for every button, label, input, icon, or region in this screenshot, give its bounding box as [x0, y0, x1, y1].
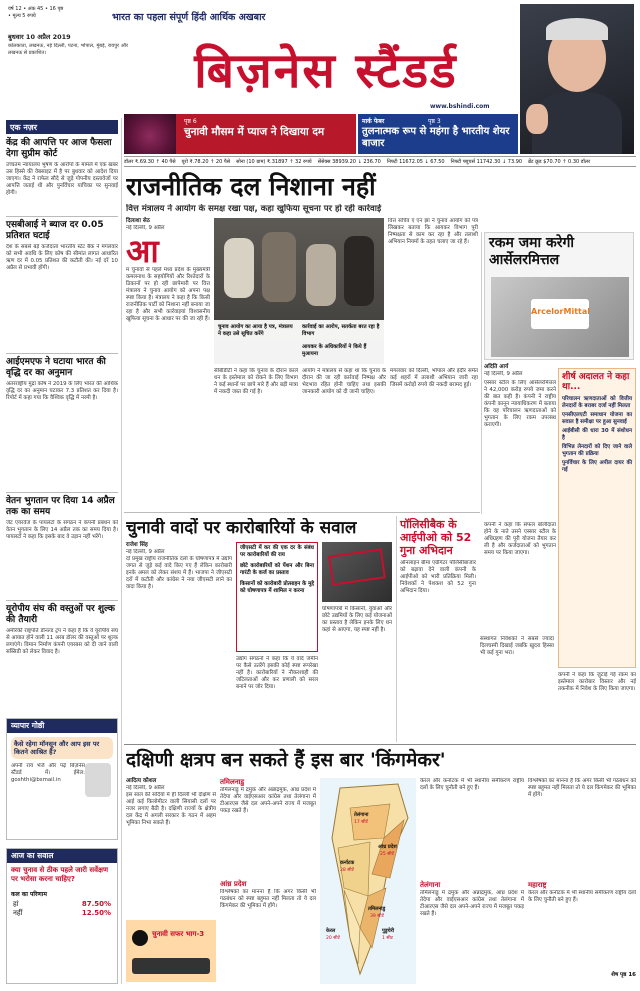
arcelor-dateline: नई दिल्ली, 9 अप्रैल — [484, 371, 523, 377]
ballot-icon — [132, 930, 148, 946]
marc-faber-photo — [520, 4, 634, 154]
poll-result-label: कल का परिणाम — [11, 891, 47, 898]
website[interactable]: www.bshindi.com — [430, 103, 490, 110]
south-col-1 — [126, 778, 216, 912]
lead-body-1: म चुनावों से पहले मध्य प्रदेश के मुख्यमंत्री कमलनाथ के सहयोगियों और रिश्तेदारों के ठिकानों पर हो रही छापेमारी पर वित्त मंत्रालय ने चुनाव आयोग को अपना पक्ष स्पष्ट किया है। मंत्रालय ने कहा है कि किसी राजनीतिक पार्टी को निशाना नहीं बनाया जा रहा है और सभी कार्रवाइयां विश्वसनीय खुफिया सूचना के आधार पर की जा रही हैं। — [126, 267, 210, 322]
brief-title: वेतन भुगतान पर दिया 14 अप्रैल तक का समय — [6, 496, 115, 517]
map-label-tamilnadu: तमिलनाडु — [368, 906, 386, 912]
arcelor-points-box — [558, 368, 636, 668]
south-sub-maharashtra: महाराष्ट्र — [528, 881, 547, 889]
south-byline: आदित्य कौशल — [126, 778, 157, 784]
south-india-map — [320, 778, 416, 984]
election-series-badge — [126, 920, 216, 982]
issue-date: बुधवार 10 अप्रैल 2019 — [8, 33, 71, 41]
map-seats-andhra: 25 सीटें — [380, 852, 394, 857]
map-label-karnataka: कर्नाटक — [340, 860, 355, 866]
ticker-nifty: निफ्टी 11672.05 ↓ 67.50 — [386, 158, 445, 165]
map-label-andhra: आंध्र प्रदेश — [378, 844, 397, 850]
arcelor-point-1: परिचालन ऋणदाताओं को वित्तीय लेनदारों के बराबर दर्जा नहीं मिलता — [562, 396, 632, 409]
political-body-3: घोषणापत्रों में किसानों, युवाओं और छोटे उद्यमियों के लिए कई योजनाओं का प्रस्ताव है लेकिन इनके लिए धन कहां से आएगा, यह स्पष्ट नहीं है। — [322, 606, 392, 633]
teaser-faber-page: पृष्ठ 3 — [428, 118, 441, 125]
lead-dateline: नई दिल्ली, 9 अप्रैल — [126, 225, 165, 231]
map-seats-kerala: 20 सीटें — [326, 936, 340, 941]
issue-line: वर्ष 12 • अंक 45 • 16 पृष्ठ — [8, 6, 64, 12]
ticker-nifty-futures: निफ्टी फ्यूचर्स 11742.30 ↓ 73.90 — [450, 158, 523, 165]
lead-body-2: वित्त सचिव ए एन झा ने चुनाव आयोग को पत्र लिखकर बताया कि आयकर विभाग पूरी निष्पक्षता से काम कर रहा है और तलाशी अभियान नियमों के तहत चलाए जा रहे हैं। — [388, 218, 478, 245]
map-seats-telangana: 17 सीटें — [354, 820, 368, 825]
poll-question: क्या चुनाव से ठीक पहले जारी सर्वेक्षण पर भरोसा करना चाहिए? — [11, 866, 109, 883]
arcelor-header-box[interactable] — [484, 232, 634, 360]
officer-figure — [262, 232, 296, 302]
person-icon — [85, 763, 111, 797]
ipo-body-2: संस्थागत निवेशकों ने सबसे ज्यादा दिलचस्पी दिखाई जबकि खुदरा हिस्सा भी कई गुना भरा। — [480, 636, 554, 656]
logo-text: बिज़नेस स्टैंडर्ड — [194, 42, 458, 99]
teaser-onion[interactable] — [124, 114, 356, 154]
south-sub-telangana: तेलंगाना — [420, 881, 441, 889]
south-body-1: इस साल की सर्दियों में ही दिल्ली भी दक्षिण से आई कई किलोमीटर वाली सियासी दलों पर नजर लगाए बैठी है। दक्षिणी राज्यों के क्षेत्रीय दल केंद्र में अगली सरकार के गठन में अहम भूमिका निभा सकते हैं। — [126, 792, 216, 826]
poll-yes-value: 87.50% — [81, 900, 111, 908]
hair-shape — [546, 18, 608, 40]
photo-captions — [214, 320, 384, 364]
political-bullet-3: किसानों को कारोबारी प्रोत्साहन के मुद्दे को घोषणापत्र में शामिल न करना — [240, 581, 314, 594]
political-headline[interactable]: चुनावी वादों पर कारोबारियों के सवाल — [126, 518, 357, 538]
brief-sbi[interactable] — [6, 220, 118, 349]
map-seats-karnataka: 28 सीटें — [340, 868, 354, 873]
caption-2: कार्रवाई का आरोप, सतर्कता बरत रहा है विभाग — [302, 324, 380, 337]
lead-subhead: वित्त मंत्रालय ने आयोग के समक्ष रखा पक्ष, कहा खुफिया सूचना पर हो रही कार्रवाई — [126, 204, 382, 214]
caption-1: चुनाव आयोग का आया है पत्र, मंत्रालय ने कहा उसे सूचित करेंगे — [218, 324, 293, 337]
lead-photo — [214, 218, 384, 364]
steel-plant-photo — [491, 277, 629, 357]
market-ticker — [124, 156, 636, 167]
map-seats-tamilnadu: 39 सीटें — [370, 914, 384, 919]
teaser-faber[interactable] — [358, 114, 518, 154]
ipo-body: ऑनलाइन बीमा एग्रीगेटर पॉलिसीबाजार को बढ़ावा देने वाली कंपनी के आईपीओ को भारी प्रतिक्रिया मिली। निवेशकों ने पेशकश को 52 गुना अभिदान दिया। — [400, 560, 476, 594]
south-dateline: नई दिल्ली, 9 अप्रैल — [126, 785, 165, 791]
south-body-5b: केरल और कर्नाटक में भी स्थानीय समीकरण राष्ट्रीय दलों के लिए चुनौती बने हुए हैं। — [528, 890, 636, 903]
ipo-body-3: कंपनी ने कहा कि जुटाई गई रकम का इस्तेमाल कारोबार विस्तार और नई तकनीक में निवेश के लिए किया जाएगा। — [558, 672, 636, 692]
shop-sign-shape — [328, 548, 386, 585]
arcelor-body-2: कंपनी ने कहा कि सफल बोलीदाता होने के नाते उसने एस्सार स्टील के अधिग्रहण की पूरी योजना तैयार कर ली है और कर्जदाताओं को भुगतान समय पर किया जाएगा। — [484, 522, 556, 556]
arcelor-logo: ArcelorMittal — [531, 299, 589, 329]
south-col-4 — [420, 778, 524, 980]
caption-3: आयकर के अधिकारियों ने किये हैं मुआयना — [302, 344, 367, 357]
arcelor-point-2: एनसीएलएटी समाधान योजना का सवाल है समीक्षा पर हुआ सुनवाई — [562, 412, 632, 425]
publication-cities: कोलकाता, लखनऊ, नई दिल्ली, पटना, भोपाल, मुंबई, रायपुर और लखनऊ से प्रकाशित। — [8, 43, 128, 56]
south-body-4b: तमिलनाडु में द्रमुक और अन्नाद्रमुक, आंध्र प्रदेश में तेदेपा और वाईएसआर कांग्रेस तथा तेलंगाना में टीआरएस जैसे दल अपने-अपने राज्य में मजबूत पकड़ रखते हैं। — [420, 890, 524, 917]
map-seats-puducherry: 1 सीट — [382, 936, 393, 941]
political-photo — [322, 542, 392, 602]
lead-col-1 — [126, 218, 210, 412]
south-col-2 — [220, 778, 316, 979]
brief-eu-tariff[interactable] — [6, 604, 118, 714]
price: • मूल्य 5 रुपये — [8, 13, 36, 19]
south-sub-ap: आंध्र प्रदेश — [220, 880, 247, 888]
south-body-2: तमिलनाडु में द्रमुक और अन्नाद्रमुक, आंध्र प्रदेश में तेदेपा और वाईएसआर कांग्रेस तथा तेलंगाना में टीआरएस जैसे दल अपने-अपने राज्य में मजबूत पकड़ रखते हैं। — [220, 787, 316, 814]
officer-figure — [344, 236, 374, 306]
teaser-onion-page: पृष्ठ 6 — [184, 118, 197, 125]
brief-title: आईएमएफ ने घटाया भारत की वृद्धि दर का अनुमान — [6, 357, 106, 378]
ticker-brent: ब्रेंट क्रूड $70.70 ↑ 0.30 डॉलर — [528, 158, 591, 165]
ticker-gold: सोना (10 ग्राम) ₹.31897 ↑ 32 रुपये — [236, 158, 312, 165]
onion-icon — [124, 114, 176, 154]
arcelor-point-3: आईबीसी की धारा 30 में संशोधन है — [562, 428, 632, 441]
brief-body: देश के सबसे बड़े कर्जदाता भारतीय स्टेट बैंक ने मंगलवार को सभी अवधि के लिए कोष की सीमांत लागत आधारित ऋण दर में 0.05 प्रतिशत की कटौती की। नई दरें 10 अप्रैल से प्रभावी होंगी। — [6, 244, 118, 271]
ticker-sensex: सेंसेक्स 38939.20 ↓ 236.70 — [317, 158, 381, 165]
south-body-3: विश्लेषकों का मानना है कि अगर किसी भी गठबंधन को स्पष्ट बहुमत नहीं मिलता तो ये दल किंगमेकर की भूमिका में होंगे। — [220, 889, 316, 909]
political-bullet-2: छोटे कारोबारियों को पेंशन और बिना गारंटी के कर्ज का प्रस्ताव — [240, 563, 314, 576]
map-label-puducherry: पुडुचेरी — [382, 928, 395, 934]
lead-body-3: सीबीडीटी ने कहा कि चुनाव के दौरान काले धन के इस्तेमाल को रोकने के लिए विभाग ने कई स्थानों पर छापे मारे हैं और बड़ी मात्रा में नकदी जब्त की गई है। — [214, 368, 298, 395]
lead-drop-cap: आ — [126, 232, 159, 270]
lead-headline[interactable]: राजनीतिक दल निशाना नहीं — [126, 172, 376, 201]
arcelor-body: एस्सार स्टील के लिए आर्सेलरमित्तल ने 42,000 करोड़ रुपये जमा करने की बात कही है। कंपनी ने राष्ट्रीय कंपनी कानून न्यायाधिकरण में बताया कि वह परिचालन ऋणदाताओं को भुगतान के लिए रकम उपलब्ध कराएगी। — [484, 380, 556, 428]
vyapar-title: व्यापार गोष्ठी — [7, 719, 117, 733]
tagline: भारत का पहला संपूर्ण हिंदी आर्थिक अखबार — [112, 12, 266, 23]
political-bullets-box — [236, 542, 318, 652]
ipo-headline[interactable]: पॉलिसीबैक के आईपीओ को 52 गुना अभिदान — [400, 518, 472, 557]
poll-no-label: नहीं — [13, 909, 23, 917]
map-label-kerala: केरल — [326, 928, 336, 934]
brief-supreme-court[interactable] — [6, 138, 118, 215]
lead-body-5: मंगलवार को दिल्ली, भोपाल और इंदौर समेत कई शहरों में तलाशी अभियान जारी रहा जिसमें करोड़ों रुपये की नकदी बरामद हुई। — [390, 368, 478, 388]
teaser-faber-kicker: मार्क फेबर — [362, 118, 385, 125]
train-icon — [132, 958, 210, 974]
vyapar-question: कैसे रहेगा मॉनसून और आप इस पर कितने आश्रित हैं? — [11, 737, 113, 759]
brief-imf[interactable] — [6, 357, 118, 479]
arcelor-byline: अदिति आर्य — [484, 364, 509, 370]
brief-jet-salary[interactable] — [6, 496, 118, 598]
map-label-telangana: तेलंगाना — [354, 812, 369, 818]
poll-no-value: 12.50% — [81, 909, 111, 917]
south-body-5: विश्लेषकों का मानना है कि अगर किसी भी गठबंधन को स्पष्ट बहुमत नहीं मिलता तो ये दल किंगमेकर की भूमिका में होंगे। — [528, 778, 636, 798]
logo[interactable] — [140, 36, 512, 102]
sidebar-section-label: एक नज़र — [6, 120, 118, 134]
vyapar-body: अपनी राय भेजें और पढ़ें बिज़नेस स्टैंडर्ड में। ईमेल: goshthi@bsmail.in — [11, 763, 85, 783]
south-sub-tn: तमिलनाडु — [220, 778, 245, 786]
hand-shape — [526, 104, 548, 134]
poll-yes-row — [13, 900, 111, 909]
brief-title: एसबीआई ने ब्याज दर 0.05 प्रतिशत घटाई — [6, 220, 104, 241]
brief-body: उच्चतम न्यायालय भूषण के आरोपों के मामले में एक खबर उस हिस्से की वेबसाइट में है पर बुधवार को आदेश दिया जाएगा। केंद्र ने राफेल सौदे से जुड़े गोपनीय दस्तावेजों पर आपत्ति जताई थी और पुनर्विचार याचिका पर सुनवाई होगी। — [6, 162, 118, 196]
teaser-onion-title: चुनावी मौसम में प्याज ने दिखाया दम — [184, 126, 325, 138]
political-byline: राजेश सिंह — [126, 542, 148, 548]
brief-title: केंद्र की आपत्ति पर आज फैसला देगा सुप्रीम कोर्ट — [6, 138, 112, 159]
political-body-2: उद्योग संगठनों ने कहा कि ये वादे जमीन पर कैसे उतरेंगे इसकी कोई स्पष्ट रूपरेखा नहीं है। कारोबारियों ने नौकरशाही की जटिलताओं और कर प्रणाली को सरल बनाने पर जोर दिया। — [236, 656, 318, 690]
brief-body: अमेरिकी राष्ट्रपति डॉनल्ड ट्रंप ने कहा है कि वे यूरोपीय संघ से आयात होने वाली 11 अरब डॉलर की वस्तुओं पर शुल्क लगाएंगे। विमान निर्माण कंपनी एयरबस को दी जाने वाली सब्सिडी को लेकर विवाद है। — [6, 628, 118, 655]
south-col-5 — [528, 778, 636, 978]
lead-body-4: आयोग ने मंत्रालय से कहा था कि चुनाव के दौरान की जा रही कार्रवाई निष्पक्ष और भेदभाव रहित होनी चाहिए तथा इसकी जानकारी आयोग को दी जानी चाहिए। — [302, 368, 386, 395]
election-series-label: चुनावी सफर भाग-3 — [152, 930, 205, 938]
political-bullet-1: जीएसटी में कर की एक दर के संबंध पर कारोबारियों की राय — [240, 545, 314, 558]
poll-yes-label: हां — [13, 900, 19, 908]
poll-no-row — [13, 909, 111, 918]
officer-figure — [224, 238, 254, 298]
arcelor-point-5: पुनर्विचार के लिए अपील दायर की गई — [562, 460, 632, 473]
brief-body: जेट एयरवेज के पायलटों के संगठन ने कंपनी प्रबंधन को वेतन भुगतान के लिए 14 अप्रैल तक का समय दिया है। पायलटों ने कहा कि इसके बाद वे उड़ान नहीं भरेंगे। — [6, 520, 118, 540]
map-svg — [320, 778, 416, 984]
south-jump[interactable]: शेष पृष्ठ 16 — [611, 972, 636, 978]
brief-title: यूरोपीय संघ की वस्तुओं पर शुल्क की तैयारी — [6, 604, 115, 625]
teaser-faber-title: तुलनात्मक रूप से महंगा है भारतीय शेयर बाजार — [362, 126, 510, 149]
ticker-euro: यूरो ₹.78.20 ↑ 20 पैसे — [181, 158, 231, 165]
officer-figure — [306, 244, 336, 306]
arcelor-box-title: शीर्ष अदालत ने कहा था... — [562, 372, 630, 392]
political-dateline: नई दिल्ली, 9 अप्रैल — [126, 549, 165, 555]
poll-box[interactable] — [6, 848, 118, 984]
arcelor-point-4: विभिन्न लेनदारों को दिए जाने वाले भुगतान की प्रक्रिया — [562, 444, 632, 457]
south-headline[interactable]: दक्षिणी क्षत्रप बन सकते हैं इस बार 'किंगमेकर' — [126, 749, 446, 771]
brief-body: अंतरराष्ट्रीय मुद्रा कोष ने 2019 के लिए भारत की आर्थिक वृद्धि दर का अनुमान घटाकर 7.3 प्रतिशत कर दिया है। रिपोर्ट में कहा गया कि वैश्विक वृद्धि में नरमी है। — [6, 381, 118, 401]
vyapar-goshthi-box[interactable] — [6, 718, 118, 840]
ticker-usd: डॉलर ₹.69.30 ↑ 40 पैसे — [124, 158, 176, 165]
political-body: दो प्रमुख राष्ट्रीय राजनीतिक दलों के घोषणापत्र में उद्योग जगत से जुड़े कई वादे किए गए हैं लेकिन कारोबारी इनके अमल को लेकर संशय में हैं। भाजपा ने जीएसटी दरों में कटौती और कांग्रेस ने नया जीएसटी लाने का वादा किया है। — [126, 556, 232, 590]
political-col-1 — [126, 542, 232, 734]
lead-byline: दिलाशा सेठ — [126, 218, 150, 224]
poll-label: आज का सवाल — [7, 849, 117, 863]
south-body-4: केरल और कर्नाटक में भी स्थानीय समीकरण राष्ट्रीय दलों के लिए चुनौती बने हुए हैं। — [420, 778, 524, 791]
arcelor-headline: रकम जमा करेगी आर्सेलरमित्तल — [489, 235, 574, 268]
